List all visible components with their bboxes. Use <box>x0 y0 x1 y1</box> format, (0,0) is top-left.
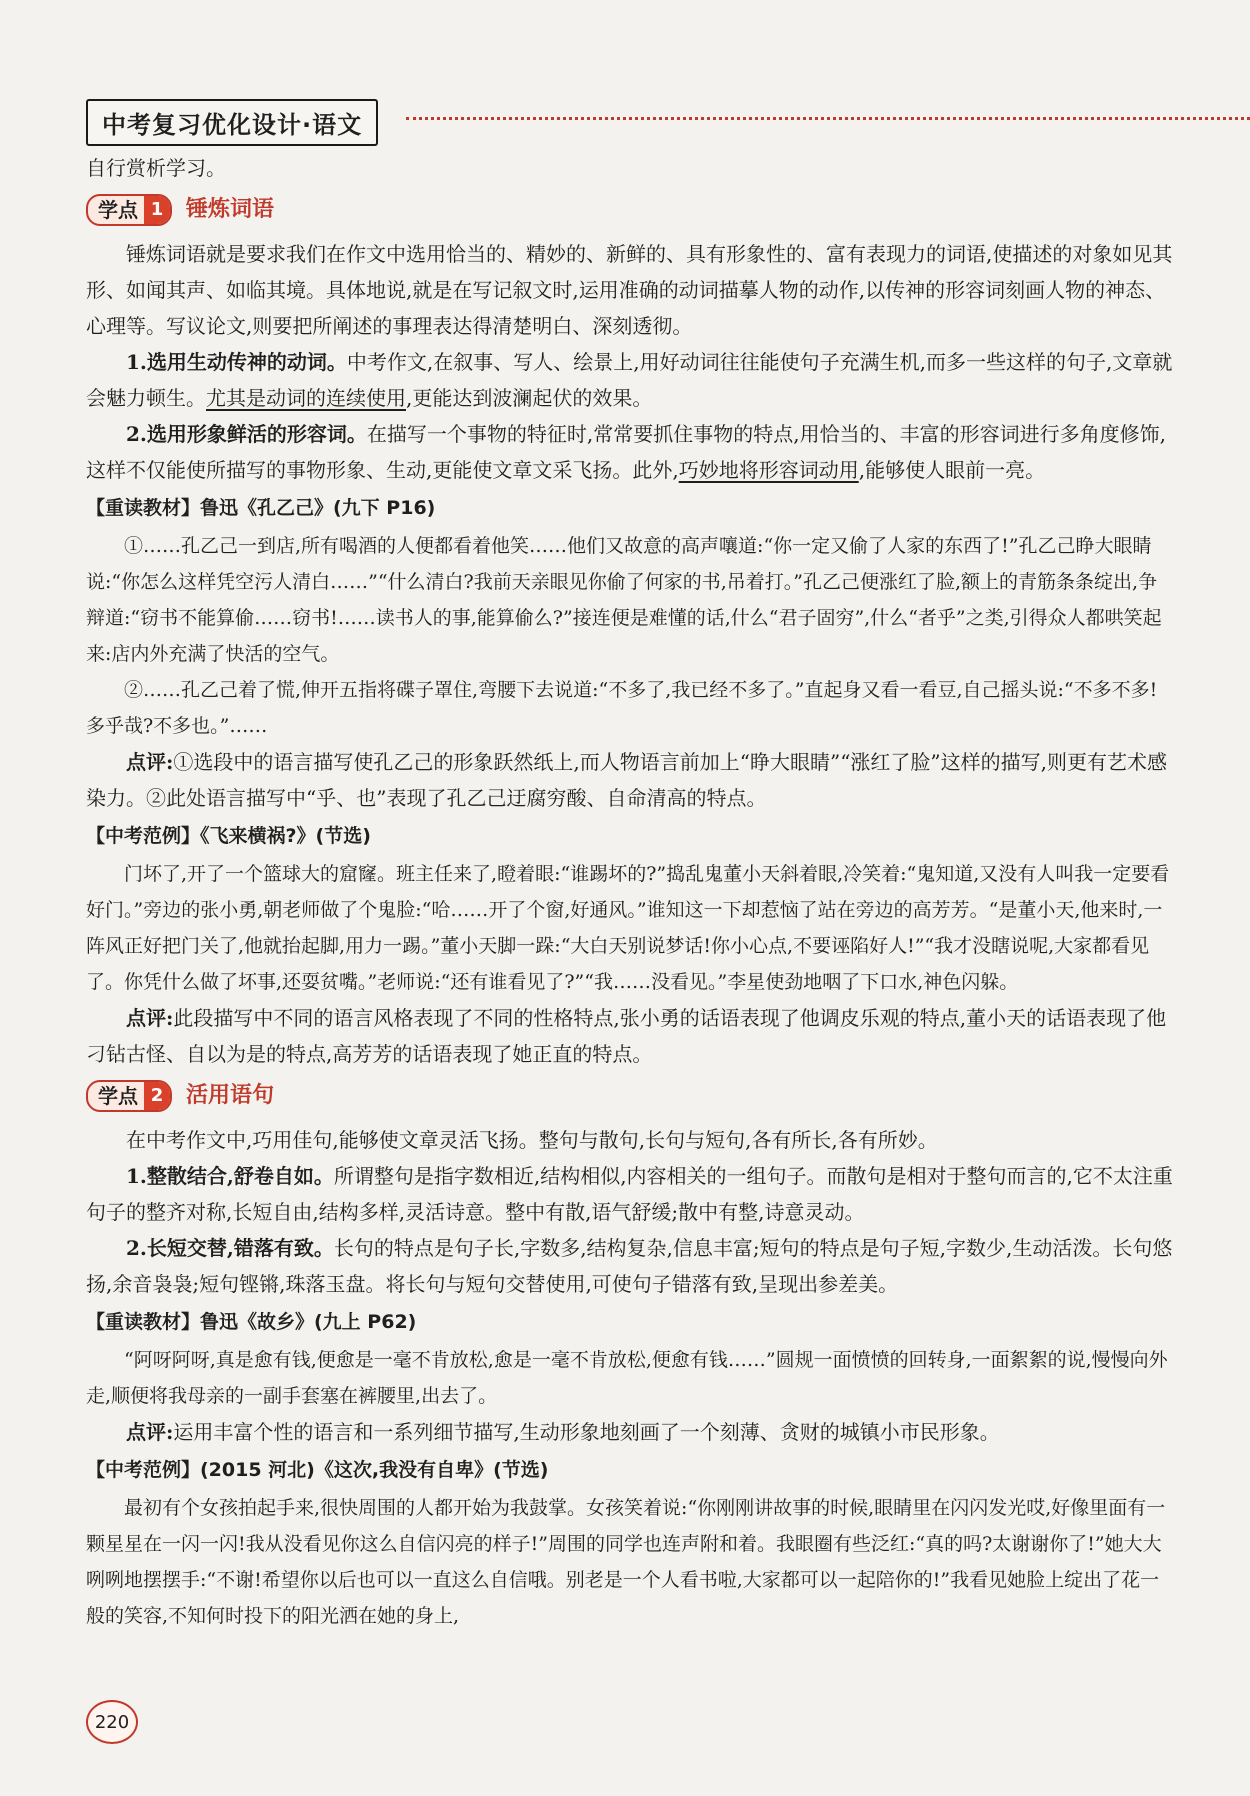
section-tag <box>86 1080 172 1112</box>
section-title: 活用语句 <box>186 1083 275 1108</box>
point-1-tail: ,更能达到波澜起伏的效果。 <box>406 386 653 410</box>
comment-text: ①选段中的语言描写使孔乙己的形象跃然纸上,而人物语言前加上“睁大眼睛”“涨红了脸”这样的描写,则更有艺术感染力。②此处语言描写中“乎、也”表现了孔乙己迂腐穷酸、自命清高的特点。 <box>86 750 1168 810</box>
example-1-quote-1: ①……孔乙己一到店,所有喝酒的人便都看着他笑……他们又故意的高声嚷道:“你一定又偷了人家的东西了!”孔乙己睁大眼睛说:“你怎么这样凭空污人清白……”“什么清白?我前天亲眼见你偷了何家的书,吊着打。”孔乙己便涨红了脸,额上的青筋条条绽出,争辩道:“窃书不能算偷……窃书!……读书人的事,能算偷么?”接连便是难懂的话,什么“君子固穷”,什么“者乎”之类,引得众人都哄笑起来:店内外充满了快活的空气。 <box>86 535 1162 665</box>
point-body: 长句的特点是句子长,字数多,结构复杂,信息丰富;短句的特点是句子短,字数少,生动活泼。长句悠扬,余音袅袅;短句铿锵,珠落玉盘。将长句与短句交替使用,可使句子错落有致,呈现出参差美。 <box>86 1236 1173 1296</box>
point-2-body: 在描写一个事物的特征时,常常要抓住事物的特点,用恰当的、丰富的形容词进行多角度修饰,这样不仅能使所描写的事物形象、生动,更能使文章文采飞扬。此外, <box>86 422 1166 482</box>
section-title: 锤炼词语 <box>186 197 275 222</box>
example-4-text: 最初有个女孩拍起手来,很快周围的人都开始为我鼓掌。女孩笑着说:“你刚刚讲故事的时候,眼睛里在闪闪发光哎,好像里面有一颗星星在一闪一闪!我从没看见你这么自信闪亮的样子!”周围的同学也连声附和着。我眼圈有些泛红:“真的吗?太谢谢你了!”她大大咧咧地摆摆手:“不谢!希望你以后也可以一直这么自信哦。别老是一个人看书啦,大家都可以一起陪你的!”我看见她脸上绽出了花一般的笑容,不知何时投下的阳光洒在她的身上, <box>86 1497 1166 1627</box>
point-1-underline: 尤其是动词的连续使用 <box>206 386 406 410</box>
example-2-text: 门坏了,开了一个篮球大的窟窿。班主任来了,瞪着眼:“谁踢坏的?”捣乱鬼董小天斜着眼,冷笑着:“鬼知道,又没有人叫我一定要看好门。”旁边的张小勇,朝老师做了个鬼脸:“哈……开了个窗,好通风。”谁知这一下却惹恼了站在旁边的高芳芳。“是董小天,他来时,一阵风正好把门关了,他就抬起脚,用力一踢。”董小天脚一跺:“大白天别说梦话!你小心点,不要诬陷好人!”“我才没瞎说呢,大家都看见了。你凭什么做了坏事,还耍贫嘴。”老师说:“还有谁看见了?”“我……没看见。”李星使劲地咽了下口水,神色闪躲。 <box>86 863 1170 993</box>
example-3-comment <box>86 1414 1176 1450</box>
point-2-tail: ,能够使人眼前一亮。 <box>858 458 1046 482</box>
section-2-heading <box>86 1076 1176 1116</box>
comment-text: 运用丰富个性的语言和一系列细节描写,生动形象地刻画了一个刻薄、贪财的城镇小市民形象。 <box>173 1420 1000 1444</box>
section-tag <box>86 194 172 226</box>
comment-label: 点评: <box>126 750 174 774</box>
section-2-intro: 在中考作文中,巧用佳句,能够使文章灵活飞扬。整句与散句,长句与短句,各有所长,各有所妙。 <box>126 1128 938 1152</box>
point-body: 所谓整句是指字数相近,结构相似,内容相关的一组句子。而散句是相对于整句而言的,它不太注重句子的整齐对称,长短自由,结构多样,灵活诗意。整中有散,语气舒缓;散中有整,诗意灵动。 <box>86 1164 1173 1224</box>
example-3-text: “阿呀阿呀,真是愈有钱,便愈是一毫不肯放松,愈是一毫不肯放松,便愈有钱……”圆规一面愤愤的回转身,一面絮絮的说,慢慢向外走,顺便将我母亲的一副手套塞在裤腰里,出去了。 <box>86 1349 1168 1407</box>
comment-text: 此段描写中不同的语言风格表现了不同的性格特点,张小勇的话语表现了他调皮乐观的特点,董小天的话语表现了他刁钻古怪、自以为是的特点,高芳芳的话语表现了她正直的特点。 <box>86 1006 1167 1066</box>
section-2-point-1 <box>86 1158 1176 1230</box>
section-tag-label: 学点 <box>98 1084 138 1108</box>
example-2-label: 【中考范例】《飞来横祸?》(节选) <box>86 825 371 847</box>
point-head: 1.整散结合,舒卷自如。 <box>126 1164 334 1188</box>
page-number: 220 <box>86 1700 138 1744</box>
example-1-label: 【重读教材】鲁迅《孔乙己》(九下 P16) <box>86 497 436 519</box>
section-tag-label: 学点 <box>98 198 138 222</box>
point-2 <box>86 416 1176 488</box>
intro-line: 自行赏析学习。 <box>86 156 226 180</box>
header-title: 中考复习优化设计·语文 <box>86 99 378 146</box>
main-content <box>86 150 1176 1634</box>
point-1 <box>86 344 1176 416</box>
example-2-comment <box>86 1000 1176 1072</box>
point-2-head: 2.选用形象鲜活的形容词。 <box>126 422 367 446</box>
point-1-head: 1.选用生动传神的动词。 <box>126 350 347 374</box>
example-4-label: 【中考范例】(2015 河北)《这次,我没有自卑》(节选) <box>86 1459 549 1481</box>
point-head: 2.长短交替,错落有致。 <box>126 1236 334 1260</box>
section-2-point-2 <box>86 1230 1176 1302</box>
point-2-underline: 巧妙地将形容词动用 <box>678 458 859 482</box>
comment-label: 点评: <box>126 1006 174 1030</box>
section-number: 2 <box>144 1082 170 1110</box>
section-1-para: 锤炼词语就是要求我们在作文中选用恰当的、精妙的、新鲜的、具有形象性的、富有表现力的词语,使描述的对象如见其形、如闻其声、如临其境。具体地说,就是在写记叙文时,运用准确的动词描摹人物的动作,以传神的形容词刻画人物的神态、心理等。写议论文,则要把所阐述的事理表达得清楚明白、深刻透彻。 <box>86 242 1173 338</box>
example-1-comment <box>86 744 1176 816</box>
page-header <box>86 100 378 144</box>
example-1-quote-2: ②……孔乙己着了慌,伸开五指将碟子罩住,弯腰下去说道:“不多了,我已经不多了。”直起身又看一看豆,自己摇头说:“不多不多!多乎哉?不多也。”…… <box>86 679 1158 737</box>
header-rule <box>406 117 1250 126</box>
example-3-label: 【重读教材】鲁迅《故乡》(九上 P62) <box>86 1311 417 1333</box>
point-1-body: 中考作文,在叙事、写人、绘景上,用好动词往往能使句子充满生机,而多一些这样的句子,文章就会魅力顿生。 <box>86 350 1173 410</box>
section-1-heading <box>86 190 1176 230</box>
section-number: 1 <box>144 196 170 224</box>
comment-label: 点评: <box>126 1420 174 1444</box>
